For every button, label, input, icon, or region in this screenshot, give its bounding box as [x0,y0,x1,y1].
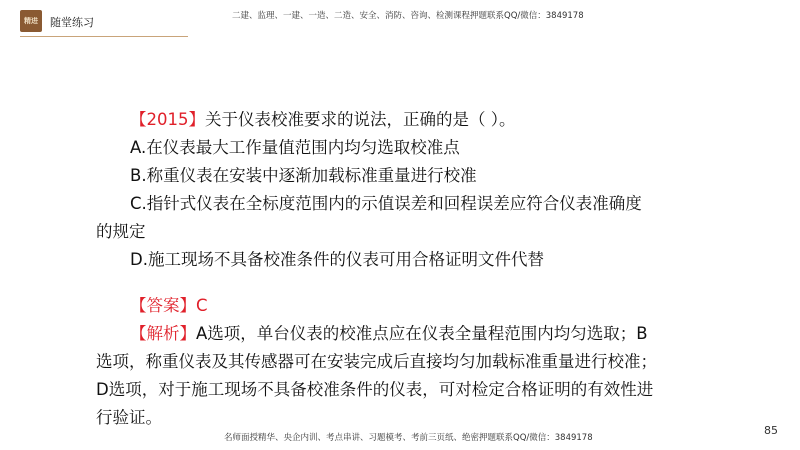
option-d: D.施工现场不具备校准条件的仪表可用合格证明文件代替 [130,250,544,269]
header-divider [20,36,188,37]
question-year-tag: 【2015】 [130,110,205,129]
answer-line [96,292,696,320]
question-stem: 关于仪表校准要求的说法，正确的是（ ）。 [205,110,516,129]
answer-value: C [196,296,208,315]
question-content [96,106,696,432]
analysis-line-3: D选项，对于施工现场不具备校准条件的仪表，可对检定合格证明的有效性进 [96,380,654,399]
option-a: A.在仪表最大工作量值范围内均匀选取校准点 [130,138,460,157]
section-title: 随堂练习 [50,16,94,29]
analysis-label: 【解析】 [130,324,196,343]
answer-label: 【答案】 [130,296,196,315]
analysis-line-2: 选项，称重仪表及其传感器可在安装完成后直接均匀加载标准重量进行校准； [96,352,657,371]
analysis-text-1: A选项，单台仪表的校准点应在仪表全量程范围内均匀选取；B [196,324,648,343]
top-banner: 二建、监理、一建、一造、二造、安全、消防、咨询、检测课程押题联系QQ/微信：3849178 [232,11,584,21]
option-c: C.指针式仪表在全标度范围内的示值误差和回程误差应符合仪表准确度 [130,194,642,213]
page-number: 85 [764,424,778,437]
option-b: B.称重仪表在安装中逐渐加载标准重量进行校准 [130,166,477,185]
analysis-line-1 [96,320,696,348]
analysis-line-4: 行验证。 [96,408,162,427]
bottom-banner: 名师面授精华、央企内训、考点串讲、习题模考、考前三页纸、绝密押题联系QQ/微信：3849178 [224,433,593,443]
logo: 精进 [20,10,42,32]
question-stem-line [96,106,696,134]
option-c-continued: 的规定 [96,222,146,241]
